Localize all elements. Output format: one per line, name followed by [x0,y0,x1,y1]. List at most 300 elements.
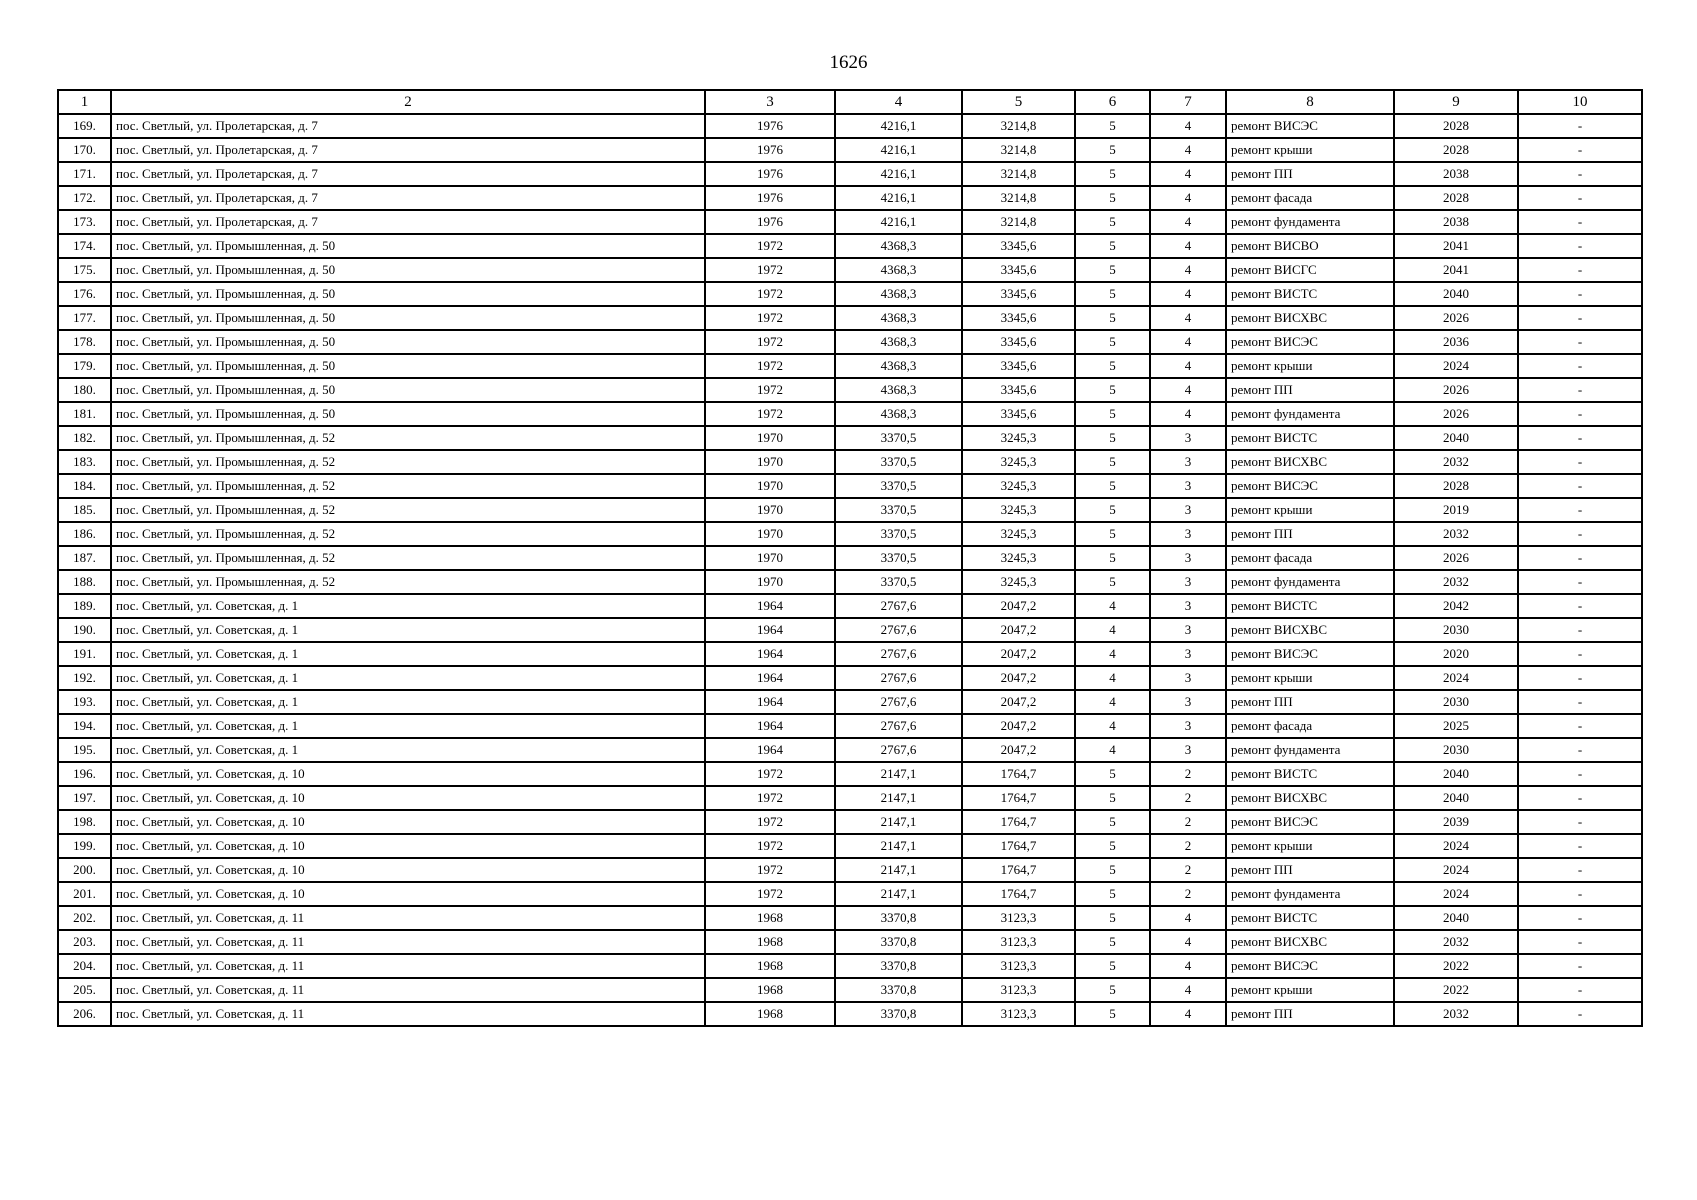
cell-row-number: 177. [58,306,111,330]
cell-floors: 4 [1075,618,1150,642]
cell-address: пос. Светлый, ул. Советская, д. 10 [111,810,705,834]
cell-floors: 5 [1075,306,1150,330]
cell-total-area: 3370,8 [835,906,962,930]
cell-row-number: 182. [58,426,111,450]
cell-address: пос. Светлый, ул. Промышленная, д. 50 [111,282,705,306]
cell-repair-type: ремонт ВИСЭС [1226,810,1394,834]
cell-repair-type: ремонт крыши [1226,978,1394,1002]
cell-entrances: 4 [1150,906,1226,930]
column-number-row [58,90,1642,114]
cell-note: - [1518,114,1642,138]
table-row [58,690,1642,714]
cell-row-number: 192. [58,666,111,690]
cell-repair-type: ремонт ВИСТС [1226,762,1394,786]
cell-address: пос. Светлый, ул. Промышленная, д. 50 [111,258,705,282]
cell-row-number: 184. [58,474,111,498]
cell-living-area: 2047,2 [962,666,1075,690]
cell-entrances: 3 [1150,690,1226,714]
cell-entrances: 3 [1150,426,1226,450]
cell-living-area: 3245,3 [962,522,1075,546]
table-row [58,378,1642,402]
cell-living-area: 3214,8 [962,210,1075,234]
table-row [58,234,1642,258]
cell-planned-year: 2032 [1394,570,1518,594]
cell-address: пос. Светлый, ул. Советская, д. 11 [111,954,705,978]
cell-entrances: 3 [1150,474,1226,498]
cell-row-number: 172. [58,186,111,210]
cell-planned-year: 2032 [1394,930,1518,954]
table-row [58,282,1642,306]
cell-row-number: 206. [58,1002,111,1026]
cell-note: - [1518,930,1642,954]
cell-build-year: 1976 [705,186,835,210]
cell-repair-type: ремонт фундамента [1226,882,1394,906]
cell-entrances: 4 [1150,162,1226,186]
cell-note: - [1518,138,1642,162]
cell-floors: 5 [1075,450,1150,474]
cell-planned-year: 2032 [1394,522,1518,546]
cell-planned-year: 2024 [1394,354,1518,378]
table-row [58,546,1642,570]
table-row [58,306,1642,330]
cell-row-number: 180. [58,378,111,402]
cell-entrances: 3 [1150,738,1226,762]
cell-build-year: 1970 [705,546,835,570]
cell-living-area: 3345,6 [962,234,1075,258]
cell-floors: 5 [1075,282,1150,306]
cell-total-area: 2767,6 [835,690,962,714]
table-row [58,522,1642,546]
cell-build-year: 1972 [705,882,835,906]
cell-total-area: 3370,5 [835,450,962,474]
cell-total-area: 2767,6 [835,666,962,690]
table-row [58,450,1642,474]
cell-note: - [1518,378,1642,402]
cell-note: - [1518,186,1642,210]
cell-total-area: 2767,6 [835,738,962,762]
cell-planned-year: 2040 [1394,426,1518,450]
cell-repair-type: ремонт ВИСХВС [1226,618,1394,642]
cell-row-number: 195. [58,738,111,762]
cell-total-area: 4368,3 [835,282,962,306]
cell-floors: 4 [1075,642,1150,666]
cell-entrances: 2 [1150,786,1226,810]
cell-total-area: 4368,3 [835,306,962,330]
cell-entrances: 4 [1150,210,1226,234]
cell-repair-type: ремонт ВИСЭС [1226,474,1394,498]
cell-address: пос. Светлый, ул. Пролетарская, д. 7 [111,162,705,186]
cell-repair-type: ремонт крыши [1226,138,1394,162]
cell-note: - [1518,306,1642,330]
cell-living-area: 2047,2 [962,618,1075,642]
cell-total-area: 2147,1 [835,762,962,786]
cell-planned-year: 2028 [1394,474,1518,498]
table-body [58,114,1642,1026]
cell-total-area: 2767,6 [835,618,962,642]
cell-build-year: 1968 [705,906,835,930]
cell-living-area: 3245,3 [962,426,1075,450]
cell-total-area: 3370,5 [835,426,962,450]
cell-build-year: 1976 [705,114,835,138]
cell-note: - [1518,906,1642,930]
cell-entrances: 4 [1150,354,1226,378]
cell-row-number: 199. [58,834,111,858]
column-header-2: 2 [111,90,705,114]
cell-note: - [1518,714,1642,738]
cell-floors: 5 [1075,954,1150,978]
cell-address: пос. Светлый, ул. Советская, д. 1 [111,714,705,738]
cell-floors: 5 [1075,330,1150,354]
cell-total-area: 4368,3 [835,330,962,354]
cell-floors: 5 [1075,570,1150,594]
cell-row-number: 190. [58,618,111,642]
cell-floors: 5 [1075,114,1150,138]
cell-entrances: 3 [1150,594,1226,618]
cell-floors: 4 [1075,690,1150,714]
cell-note: - [1518,354,1642,378]
cell-planned-year: 2041 [1394,258,1518,282]
cell-row-number: 179. [58,354,111,378]
cell-address: пос. Светлый, ул. Советская, д. 11 [111,1002,705,1026]
cell-repair-type: ремонт ВИСХВС [1226,306,1394,330]
cell-total-area: 3370,8 [835,930,962,954]
cell-floors: 4 [1075,594,1150,618]
cell-living-area: 3123,3 [962,978,1075,1002]
cell-row-number: 181. [58,402,111,426]
cell-total-area: 2147,1 [835,786,962,810]
cell-build-year: 1976 [705,162,835,186]
cell-entrances: 3 [1150,450,1226,474]
cell-row-number: 188. [58,570,111,594]
table-row [58,402,1642,426]
cell-note: - [1518,522,1642,546]
cell-total-area: 3370,5 [835,522,962,546]
cell-build-year: 1970 [705,570,835,594]
cell-address: пос. Светлый, ул. Промышленная, д. 50 [111,354,705,378]
cell-note: - [1518,474,1642,498]
table-row [58,954,1642,978]
table-row [58,930,1642,954]
cell-planned-year: 2024 [1394,882,1518,906]
cell-build-year: 1972 [705,402,835,426]
cell-entrances: 4 [1150,306,1226,330]
table-row [58,1002,1642,1026]
cell-total-area: 4368,3 [835,234,962,258]
cell-total-area: 4368,3 [835,378,962,402]
cell-planned-year: 2026 [1394,378,1518,402]
cell-address: пос. Светлый, ул. Промышленная, д. 52 [111,546,705,570]
cell-total-area: 4216,1 [835,114,962,138]
column-header-4: 4 [835,90,962,114]
cell-floors: 5 [1075,498,1150,522]
cell-address: пос. Светлый, ул. Промышленная, д. 50 [111,402,705,426]
cell-note: - [1518,450,1642,474]
cell-entrances: 2 [1150,882,1226,906]
table-row [58,138,1642,162]
cell-address: пос. Светлый, ул. Советская, д. 10 [111,858,705,882]
cell-entrances: 4 [1150,114,1226,138]
cell-build-year: 1964 [705,690,835,714]
cell-total-area: 4216,1 [835,186,962,210]
cell-build-year: 1968 [705,954,835,978]
table-row [58,786,1642,810]
table-row [58,906,1642,930]
cell-build-year: 1972 [705,330,835,354]
cell-address: пос. Светлый, ул. Советская, д. 1 [111,594,705,618]
cell-repair-type: ремонт ВИСТС [1226,282,1394,306]
cell-entrances: 4 [1150,378,1226,402]
cell-repair-type: ремонт ПП [1226,522,1394,546]
cell-build-year: 1972 [705,234,835,258]
cell-total-area: 2147,1 [835,834,962,858]
cell-note: - [1518,978,1642,1002]
cell-row-number: 198. [58,810,111,834]
cell-floors: 4 [1075,738,1150,762]
cell-total-area: 2147,1 [835,810,962,834]
cell-repair-type: ремонт ПП [1226,378,1394,402]
cell-row-number: 200. [58,858,111,882]
cell-address: пос. Светлый, ул. Советская, д. 11 [111,930,705,954]
cell-living-area: 1764,7 [962,786,1075,810]
cell-build-year: 1976 [705,210,835,234]
cell-entrances: 4 [1150,1002,1226,1026]
cell-floors: 5 [1075,810,1150,834]
cell-address: пос. Светлый, ул. Пролетарская, д. 7 [111,138,705,162]
cell-living-area: 2047,2 [962,738,1075,762]
table-row [58,474,1642,498]
column-header-8: 8 [1226,90,1394,114]
cell-address: пос. Светлый, ул. Советская, д. 10 [111,762,705,786]
cell-row-number: 173. [58,210,111,234]
cell-row-number: 202. [58,906,111,930]
cell-planned-year: 2038 [1394,210,1518,234]
cell-living-area: 3345,6 [962,282,1075,306]
cell-row-number: 187. [58,546,111,570]
cell-address: пос. Светлый, ул. Промышленная, д. 52 [111,426,705,450]
cell-floors: 4 [1075,714,1150,738]
cell-planned-year: 2032 [1394,1002,1518,1026]
cell-planned-year: 2040 [1394,786,1518,810]
cell-build-year: 1970 [705,450,835,474]
cell-address: пос. Светлый, ул. Советская, д. 1 [111,690,705,714]
cell-note: - [1518,234,1642,258]
column-header-1: 1 [58,90,111,114]
table-row [58,666,1642,690]
cell-living-area: 3123,3 [962,954,1075,978]
cell-build-year: 1964 [705,642,835,666]
cell-floors: 5 [1075,1002,1150,1026]
cell-entrances: 3 [1150,546,1226,570]
cell-living-area: 3245,3 [962,450,1075,474]
cell-living-area: 1764,7 [962,762,1075,786]
cell-repair-type: ремонт ВИСТС [1226,594,1394,618]
cell-total-area: 2767,6 [835,714,962,738]
cell-total-area: 2767,6 [835,594,962,618]
cell-repair-type: ремонт ВИСЭС [1226,954,1394,978]
cell-repair-type: ремонт фундамента [1226,210,1394,234]
cell-row-number: 203. [58,930,111,954]
cell-address: пос. Светлый, ул. Советская, д. 11 [111,978,705,1002]
cell-total-area: 4216,1 [835,138,962,162]
cell-address: пос. Светлый, ул. Пролетарская, д. 7 [111,210,705,234]
cell-repair-type: ремонт крыши [1226,354,1394,378]
cell-planned-year: 2022 [1394,954,1518,978]
cell-address: пос. Светлый, ул. Промышленная, д. 52 [111,522,705,546]
cell-note: - [1518,786,1642,810]
cell-planned-year: 2028 [1394,186,1518,210]
cell-entrances: 2 [1150,858,1226,882]
cell-entrances: 3 [1150,522,1226,546]
cell-repair-type: ремонт ПП [1226,690,1394,714]
cell-planned-year: 2040 [1394,906,1518,930]
cell-build-year: 1964 [705,714,835,738]
cell-floors: 5 [1075,762,1150,786]
cell-planned-year: 2030 [1394,738,1518,762]
column-header-5: 5 [962,90,1075,114]
cell-total-area: 2147,1 [835,882,962,906]
cell-total-area: 4368,3 [835,354,962,378]
cell-row-number: 183. [58,450,111,474]
table-row [58,426,1642,450]
column-header-6: 6 [1075,90,1150,114]
cell-note: - [1518,834,1642,858]
cell-note: - [1518,594,1642,618]
cell-floors: 5 [1075,930,1150,954]
cell-repair-type: ремонт крыши [1226,834,1394,858]
cell-floors: 5 [1075,138,1150,162]
cell-repair-type: ремонт ВИСЭС [1226,642,1394,666]
cell-living-area: 3345,6 [962,402,1075,426]
cell-repair-type: ремонт ВИСГС [1226,258,1394,282]
cell-row-number: 205. [58,978,111,1002]
cell-row-number: 175. [58,258,111,282]
cell-total-area: 3370,8 [835,1002,962,1026]
table-row [58,330,1642,354]
cell-living-area: 2047,2 [962,594,1075,618]
cell-living-area: 1764,7 [962,834,1075,858]
table-row [58,114,1642,138]
table-row [58,834,1642,858]
cell-build-year: 1964 [705,594,835,618]
table-row [58,186,1642,210]
cell-repair-type: ремонт ВИСВО [1226,234,1394,258]
cell-living-area: 3245,3 [962,498,1075,522]
cell-note: - [1518,330,1642,354]
cell-build-year: 1970 [705,474,835,498]
cell-address: пос. Светлый, ул. Промышленная, д. 52 [111,474,705,498]
cell-floors: 5 [1075,162,1150,186]
cell-planned-year: 2026 [1394,306,1518,330]
cell-repair-type: ремонт фундамента [1226,738,1394,762]
cell-build-year: 1972 [705,282,835,306]
cell-address: пос. Светлый, ул. Советская, д. 1 [111,618,705,642]
cell-row-number: 197. [58,786,111,810]
cell-floors: 5 [1075,426,1150,450]
cell-living-area: 3214,8 [962,114,1075,138]
cell-floors: 5 [1075,786,1150,810]
cell-floors: 5 [1075,474,1150,498]
cell-repair-type: ремонт ВИСХВС [1226,786,1394,810]
cell-build-year: 1972 [705,786,835,810]
cell-address: пос. Светлый, ул. Советская, д. 1 [111,738,705,762]
cell-repair-type: ремонт ВИСТС [1226,426,1394,450]
cell-total-area: 3370,5 [835,474,962,498]
cell-note: - [1518,738,1642,762]
cell-note: - [1518,1002,1642,1026]
cell-address: пос. Светлый, ул. Промышленная, д. 50 [111,378,705,402]
cell-row-number: 201. [58,882,111,906]
cell-repair-type: ремонт ПП [1226,162,1394,186]
cell-address: пос. Светлый, ул. Советская, д. 10 [111,882,705,906]
cell-entrances: 2 [1150,762,1226,786]
cell-living-area: 3123,3 [962,930,1075,954]
cell-total-area: 4216,1 [835,162,962,186]
cell-planned-year: 2042 [1394,594,1518,618]
cell-address: пос. Светлый, ул. Промышленная, д. 50 [111,234,705,258]
cell-repair-type: ремонт ВИСХВС [1226,450,1394,474]
cell-living-area: 3123,3 [962,1002,1075,1026]
cell-address: пос. Светлый, ул. Промышленная, д. 50 [111,306,705,330]
cell-planned-year: 2024 [1394,666,1518,690]
cell-entrances: 4 [1150,186,1226,210]
cell-living-area: 2047,2 [962,690,1075,714]
cell-repair-type: ремонт ПП [1226,1002,1394,1026]
cell-repair-type: ремонт ВИСТС [1226,906,1394,930]
cell-address: пос. Светлый, ул. Советская, д. 10 [111,834,705,858]
column-header-9: 9 [1394,90,1518,114]
cell-entrances: 4 [1150,282,1226,306]
cell-planned-year: 2028 [1394,114,1518,138]
cell-row-number: 178. [58,330,111,354]
cell-planned-year: 2024 [1394,858,1518,882]
cell-note: - [1518,762,1642,786]
cell-planned-year: 2040 [1394,282,1518,306]
cell-build-year: 1972 [705,834,835,858]
cell-total-area: 3370,5 [835,546,962,570]
cell-entrances: 4 [1150,138,1226,162]
table-row [58,210,1642,234]
cell-living-area: 3345,6 [962,258,1075,282]
cell-living-area: 3245,3 [962,474,1075,498]
cell-total-area: 3370,5 [835,498,962,522]
cell-note: - [1518,810,1642,834]
cell-planned-year: 2022 [1394,978,1518,1002]
cell-floors: 5 [1075,186,1150,210]
cell-row-number: 185. [58,498,111,522]
cell-living-area: 1764,7 [962,882,1075,906]
cell-build-year: 1964 [705,738,835,762]
cell-address: пос. Светлый, ул. Промышленная, д. 52 [111,570,705,594]
cell-living-area: 2047,2 [962,642,1075,666]
cell-build-year: 1968 [705,930,835,954]
cell-build-year: 1972 [705,378,835,402]
cell-planned-year: 2030 [1394,690,1518,714]
cell-row-number: 193. [58,690,111,714]
cell-planned-year: 2025 [1394,714,1518,738]
column-header-7: 7 [1150,90,1226,114]
cell-total-area: 4368,3 [835,402,962,426]
cell-living-area: 3245,3 [962,546,1075,570]
cell-address: пос. Светлый, ул. Промышленная, д. 52 [111,450,705,474]
cell-planned-year: 2038 [1394,162,1518,186]
table-row [58,354,1642,378]
cell-living-area: 3214,8 [962,162,1075,186]
cell-planned-year: 2019 [1394,498,1518,522]
cell-living-area: 3345,6 [962,354,1075,378]
cell-living-area: 2047,2 [962,714,1075,738]
cell-floors: 5 [1075,546,1150,570]
cell-build-year: 1970 [705,426,835,450]
